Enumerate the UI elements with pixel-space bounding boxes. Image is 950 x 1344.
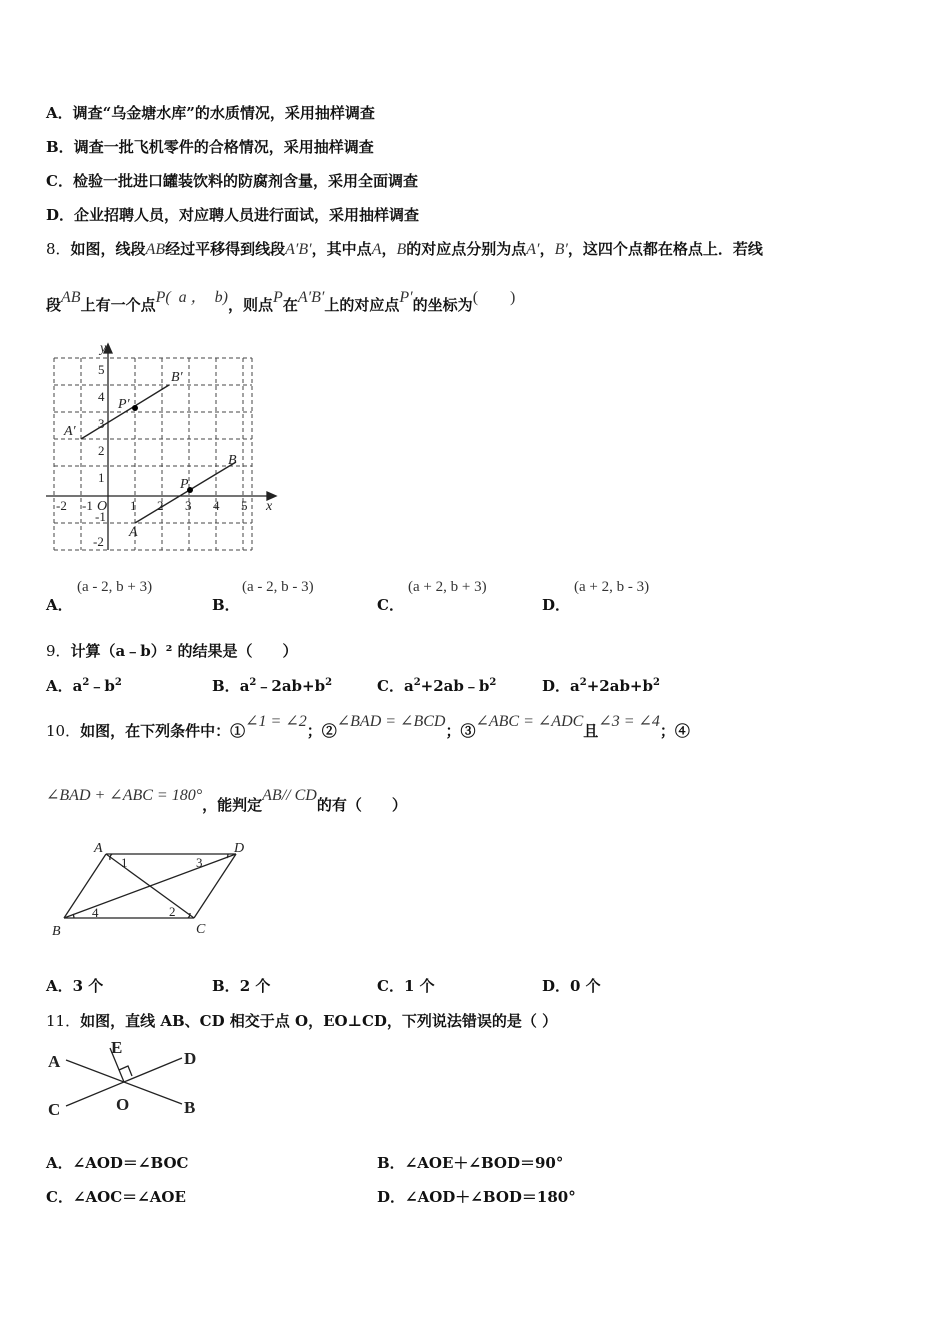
- q8-stem-line2: [46, 289, 516, 315]
- option-text: 检验一批进口罐装饮料的防腐剂含量，采用全面调查: [72, 172, 418, 190]
- option-text: 调查“乌金塘水库”的水质情况，采用抽样调查: [72, 104, 375, 122]
- exponent: 2: [114, 677, 122, 688]
- x-tick: 2: [157, 498, 164, 513]
- term: ﹣2ab+b: [256, 677, 326, 695]
- question-number: 10．: [46, 722, 81, 740]
- option-text: ∠AOC＝∠AOE: [72, 1188, 186, 1206]
- x-axis-label: x: [266, 499, 273, 514]
- stem-text: ，其中点: [311, 240, 372, 258]
- grid-lines: [54, 358, 252, 550]
- term: +2ab+b: [586, 677, 653, 695]
- q9-option-c[interactable]: [377, 675, 496, 696]
- q10-option-a[interactable]: [46, 975, 103, 996]
- math-ap: A′: [526, 241, 540, 258]
- label-e: E: [111, 1038, 123, 1057]
- condition-3b: ∠3 = ∠4: [598, 713, 660, 730]
- q9-option-b[interactable]: [212, 675, 332, 696]
- answer-paren: ( ): [472, 289, 516, 306]
- q8-option-d-label[interactable]: D．: [542, 596, 571, 614]
- question-number: 8．: [46, 240, 71, 258]
- option-label: B．: [46, 138, 74, 156]
- y-tick: 4: [98, 389, 105, 404]
- option-label: A．: [46, 104, 73, 122]
- option-label: C．: [377, 977, 404, 995]
- angle-1: 1: [121, 855, 128, 870]
- q7-option-b[interactable]: [46, 136, 374, 157]
- q10-quadrilateral-figure: [48, 836, 258, 940]
- q8-coordinate-graph: [40, 338, 285, 558]
- label-b: B: [52, 924, 61, 939]
- option-label: C．: [46, 172, 73, 190]
- option-label: D．: [542, 677, 571, 695]
- x-tick: -1: [82, 498, 93, 513]
- segment-ab: [135, 462, 236, 523]
- stem-text: ，: [539, 240, 555, 258]
- x-tick: 4: [213, 498, 220, 513]
- exponent: 2: [82, 677, 90, 688]
- exponent: 2: [489, 677, 497, 688]
- option-text: 企业招聘人员，对应聘人员进行面试，采用抽样调查: [74, 206, 420, 224]
- angle-3: 3: [196, 855, 203, 870]
- q8-option-b-label[interactable]: B．: [212, 596, 240, 614]
- y-tick: -2: [93, 534, 104, 549]
- q9-stem: [46, 640, 298, 661]
- term: a: [72, 677, 83, 695]
- label-a: A: [129, 525, 138, 540]
- label-ap: A′: [64, 424, 76, 439]
- x-tick: 5: [241, 498, 248, 513]
- q8-option-a-value: (a - 2, b + 3): [77, 579, 153, 595]
- condition-4: ∠BAD + ∠ABC = 180°: [46, 787, 203, 804]
- q11-intersecting-lines-figure: [44, 1036, 214, 1122]
- label-b: B: [228, 453, 237, 468]
- stem-text: 的坐标为: [412, 296, 473, 314]
- stem-text: 经过平移得到线段: [165, 240, 286, 258]
- option-text: 调查一批飞机零件的合格情况，采用抽样调查: [73, 138, 374, 156]
- stem-text: ，则点: [228, 296, 274, 314]
- math-ab: AB: [145, 241, 166, 258]
- label-c: C: [196, 922, 206, 937]
- x-tick: 1: [130, 498, 137, 513]
- q9-option-d[interactable]: [542, 675, 660, 696]
- q7-option-c[interactable]: [46, 170, 418, 191]
- q8-stem-line1: [46, 238, 763, 259]
- question-number: 11．: [46, 1012, 81, 1030]
- q8-option-b-value: (a - 2, b - 3): [242, 579, 314, 595]
- option-label: B．: [212, 677, 240, 695]
- label-pp: P′: [118, 397, 130, 412]
- stem-text: ，这四个点都在格点上．若线: [567, 240, 763, 258]
- exponent: 2: [579, 677, 587, 688]
- option-text: 0 个: [570, 977, 601, 995]
- tick-labels: [56, 362, 248, 549]
- q10-option-d[interactable]: [542, 975, 601, 996]
- stem-text: 如图，直线 AB、CD 相交于点 O，EO⊥CD，下列说法错误的是（ ）: [80, 1012, 558, 1030]
- q8-option-c-value: (a + 2, b + 3): [408, 579, 487, 595]
- condition-1: ∠1 = ∠2: [245, 713, 307, 730]
- stem-text: 且: [583, 722, 599, 740]
- exponent: 2: [325, 677, 333, 688]
- x-tick: -2: [56, 498, 67, 513]
- q7-option-d[interactable]: [46, 204, 419, 225]
- q7-option-a[interactable]: [46, 102, 375, 123]
- term: ﹣b: [89, 677, 115, 695]
- label-bp: B′: [171, 370, 183, 385]
- y-tick: -1: [95, 509, 106, 524]
- q10-stem-line1: [46, 713, 690, 741]
- label-o: O: [116, 1095, 130, 1114]
- q8-option-d-value: (a + 2, b - 3): [574, 579, 650, 595]
- stem-text: 的有（ ）: [316, 796, 407, 814]
- math-pp: P′: [399, 289, 413, 306]
- option-label: D．: [46, 206, 75, 224]
- exponent: 2: [653, 677, 660, 688]
- label-d: D: [234, 841, 245, 856]
- stem-text: ，: [381, 240, 397, 258]
- y-tick: 2: [98, 443, 105, 458]
- exponent: 2: [413, 677, 421, 688]
- option-text: 1 个: [403, 977, 435, 995]
- q11-option-c[interactable]: [46, 1186, 186, 1207]
- math-p: P: [273, 289, 283, 306]
- stem-text: 段: [46, 296, 62, 314]
- stem-text: 计算（a﹣b）² 的结果是（ ）: [70, 642, 298, 660]
- math-p-coord: P( a ， b): [155, 289, 229, 306]
- option-label: C．: [46, 1188, 73, 1206]
- angle-4: 4: [92, 905, 99, 920]
- term: a: [570, 677, 580, 695]
- label-a: A: [48, 1052, 61, 1071]
- q11-stem: [46, 1010, 557, 1031]
- option-text: ∠AOE＋∠BOD＝90°: [404, 1154, 564, 1172]
- stem-text: ；③: [445, 722, 476, 740]
- y-tick: 5: [98, 362, 105, 377]
- term: a: [239, 677, 250, 695]
- angle-2: 2: [169, 904, 176, 919]
- q11-option-a[interactable]: [46, 1152, 188, 1173]
- x-tick: 3: [185, 498, 192, 513]
- origin-label: O: [97, 499, 108, 514]
- q10-stem-line2: [46, 787, 407, 815]
- stem-text: 的对应点分别为点: [406, 240, 527, 258]
- stem-text: 如图，在下列条件中：①: [80, 722, 246, 740]
- question-number: 9．: [46, 642, 71, 660]
- stem-text: 在: [282, 296, 298, 314]
- term: a: [403, 677, 414, 695]
- y-axis-label: y: [100, 341, 107, 356]
- option-label: B．: [377, 1154, 405, 1172]
- option-text: 3 个: [72, 977, 104, 995]
- stem-text: ；④: [659, 722, 690, 740]
- stem-text: ，能判定: [202, 796, 263, 814]
- q10-option-c[interactable]: [377, 975, 435, 996]
- label-b: B: [184, 1098, 196, 1117]
- option-label: D．: [377, 1188, 406, 1206]
- option-label: A．: [46, 1154, 73, 1172]
- q8-option-c-label[interactable]: C．: [377, 596, 404, 614]
- stem-text: ；②: [306, 722, 337, 740]
- stem-text: 上有一个点: [80, 296, 156, 314]
- stem-text: 上的对应点: [324, 296, 400, 314]
- option-text: ∠AOD＋∠BOD＝180°: [405, 1188, 576, 1206]
- math-b: B: [396, 241, 407, 258]
- label-d: D: [184, 1049, 197, 1068]
- option-text: 2 个: [239, 977, 271, 995]
- condition-2: ∠BAD = ∠BCD: [336, 713, 446, 730]
- exponent: 2: [249, 677, 257, 688]
- q11-option-d[interactable]: [377, 1186, 576, 1207]
- option-label: C．: [377, 677, 404, 695]
- math-ab: AB: [61, 289, 81, 306]
- figure-lines: [64, 854, 236, 918]
- option-label: B．: [212, 977, 240, 995]
- label-c: C: [48, 1100, 61, 1119]
- label-p: P: [180, 477, 189, 492]
- math-ab-parallel-cd: AB// CD: [262, 787, 317, 804]
- q8-option-a-label[interactable]: A．: [46, 596, 73, 614]
- condition-3: ∠ABC = ∠ADC: [475, 713, 584, 730]
- q9-option-a[interactable]: [46, 675, 122, 696]
- option-label: D．: [542, 977, 571, 995]
- math-bp: B′: [554, 241, 568, 258]
- q11-option-b[interactable]: [377, 1152, 563, 1173]
- point-pp-dot: [132, 405, 138, 411]
- option-text: ∠AOD＝∠BOC: [72, 1154, 189, 1172]
- math-apbp: A′B′: [285, 241, 312, 258]
- math-apbp: A′B′: [297, 289, 325, 306]
- math-a: A: [371, 241, 382, 258]
- y-tick: 3: [98, 416, 105, 431]
- vertex-labels: [52, 841, 244, 939]
- q10-option-b[interactable]: [212, 975, 270, 996]
- stem-text: 如图，线段: [70, 240, 146, 258]
- option-label: A．: [46, 977, 73, 995]
- y-tick: 1: [98, 470, 105, 485]
- label-a: A: [94, 841, 103, 856]
- term: +2ab﹣b: [420, 677, 490, 695]
- option-label: A．: [46, 677, 73, 695]
